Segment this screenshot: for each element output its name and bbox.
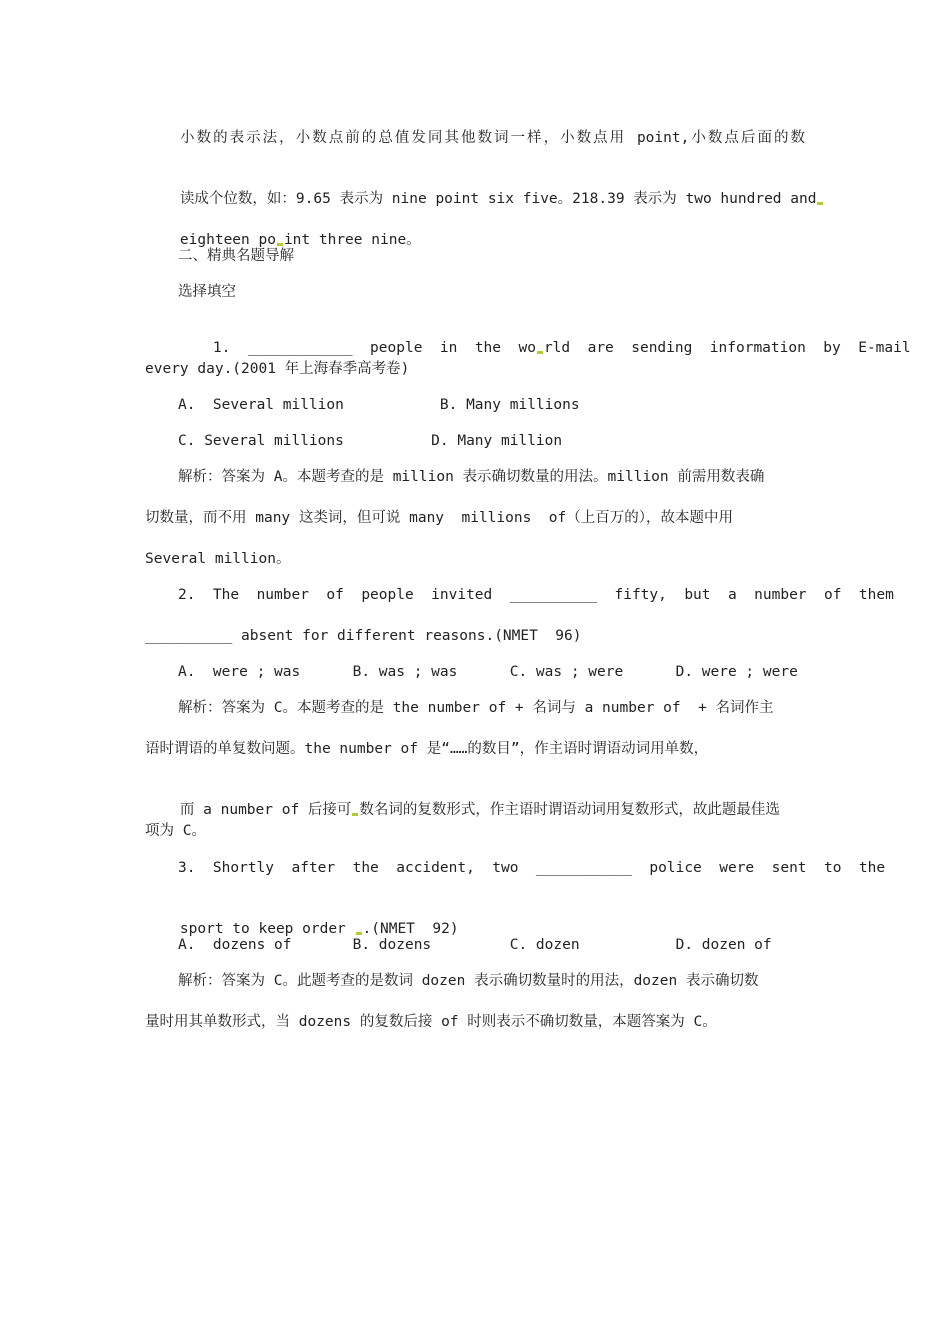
text: eighteen po (179, 232, 276, 248)
highlight-mark (537, 351, 543, 354)
options-1b: C. Several millions D. Many million (178, 433, 563, 449)
analysis-2: 解析：答案为 C。本题考查的是 the number of + 名词与 a number of + 名词作主 (178, 700, 774, 716)
options-1a: A. Several million B. Many millions (178, 397, 580, 413)
options-3: A. dozens of B. dozens C. dozen D. dozen of (178, 937, 772, 953)
para-decimal-1 (145, 128, 805, 148)
question-2: 2. The number of people invited __________ fifty, but a number of them (178, 587, 894, 603)
highlight-mark (352, 813, 358, 816)
analysis-1: 解析：答案为 A。本题考查的是 million 表示确切数量的用法。million 前需用数表确 (178, 469, 765, 485)
question-1-cont: every day.(2001 年上海春季高考卷) (145, 361, 410, 377)
text: 数名词的复数形式，作主语时谓语动词用复数形式，故此题最佳选 (359, 802, 780, 818)
text: sport to keep order (179, 921, 355, 937)
analysis-2-end: 项为 C。 (145, 823, 206, 839)
section-heading: 二、精典名题导解 (178, 248, 294, 264)
text: rld are sending information by E-mail (543, 340, 911, 356)
analysis-1-cont: 切数量，而不用 many 这类词，但可说 many millions of（上百万的），故本题中用 (145, 510, 733, 526)
text: 小数的表示法，小数点前的总值发同其他数词一样，小数点用 point,小数点后面的数 (178, 130, 805, 146)
highlight-mark (817, 202, 823, 205)
text: 1. ____________ people in the wo (212, 340, 536, 356)
subsection-heading: 选择填空 (178, 284, 236, 300)
question-3: 3. Shortly after the accident, two ___________ police were sent to the (178, 860, 886, 876)
analysis-3-end: 量时用其单数形式，当 dozens 的复数后接 of 时则表示不确切数量，本题答案为 C。 (145, 1014, 717, 1030)
analysis-2-cont2 (145, 780, 780, 840)
text: 而 a number of 后接可 (179, 802, 352, 818)
analysis-1-end: Several million。 (145, 551, 291, 567)
analysis-2-cont: 语时谓语的单复数问题。the number of 是“……的数目”，作主语时谓语动词用单数， (145, 741, 709, 757)
text: 读成个位数，如：9.65 表示为 nine point six five。218.39 表示为 two hundred and (179, 191, 817, 207)
analysis-3: 解析：答案为 C。此题考查的是数词 dozen 表示确切数量时的用法，dozen 表示确切数 (178, 973, 759, 989)
text: int three nine。 (283, 232, 421, 248)
options-2: A. were ; was B. was ; was C. was ; were D. were ; were (178, 664, 798, 680)
question-2-cont: __________ absent for different reasons.(NMET 96) (145, 628, 582, 644)
text: .(NMET 92) (362, 921, 459, 937)
